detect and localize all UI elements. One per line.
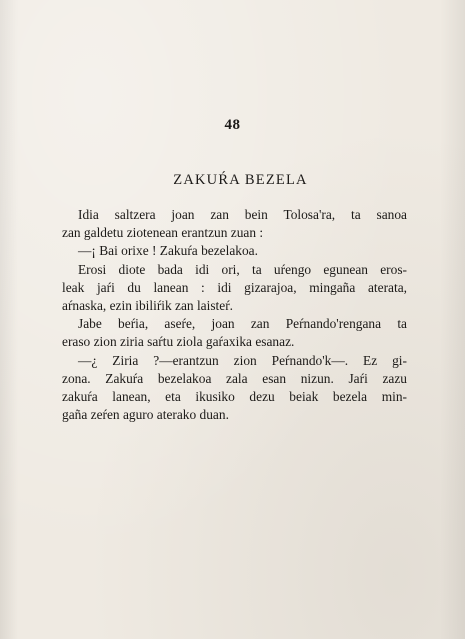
text-line: Erosi diote bada idi ori, ta uŕengo egunean eros-	[78, 261, 407, 277]
page-number: 48	[224, 117, 241, 133]
text-line: —¿ Ziria ?—erantzun zion Peŕnando'k—. Ez gi-	[78, 352, 407, 368]
text-line: gaña zeŕen aguro aterako duan.	[62, 407, 229, 423]
text-line: —¡ Bai orixe ! Zakuŕa bezelakoa.	[78, 243, 258, 259]
text-line: zan galdetu ziotenean erantzun zuan :	[62, 225, 264, 241]
text-line: eraso zion ziria saŕtu ziola gaŕaxika esanaz.	[62, 334, 295, 350]
text-line: zakuŕa lanean, eta ikusiko dezu beiak bezela min-	[62, 389, 407, 405]
body-text	[62, 206, 407, 424]
text-line: Idia saltzera joan zan bein Tolosa'ra, ta sanoa	[78, 207, 407, 222]
text-line: leak jaŕi du lanean : idi gizarajoa, mingaña aterata,	[62, 279, 407, 295]
chapter-title: ZAKUŔA BEZELA	[173, 172, 308, 188]
text-line: zona. Zakuŕa bezelakoa zala esan nizun. Jaŕi zazu	[62, 370, 407, 386]
text-line: Jabe beŕia, aseŕe, joan zan Peŕnando'rengana ta	[78, 316, 407, 332]
text-line: aŕnaska, ezin ibiliŕik zan laisteŕ.	[62, 298, 234, 314]
